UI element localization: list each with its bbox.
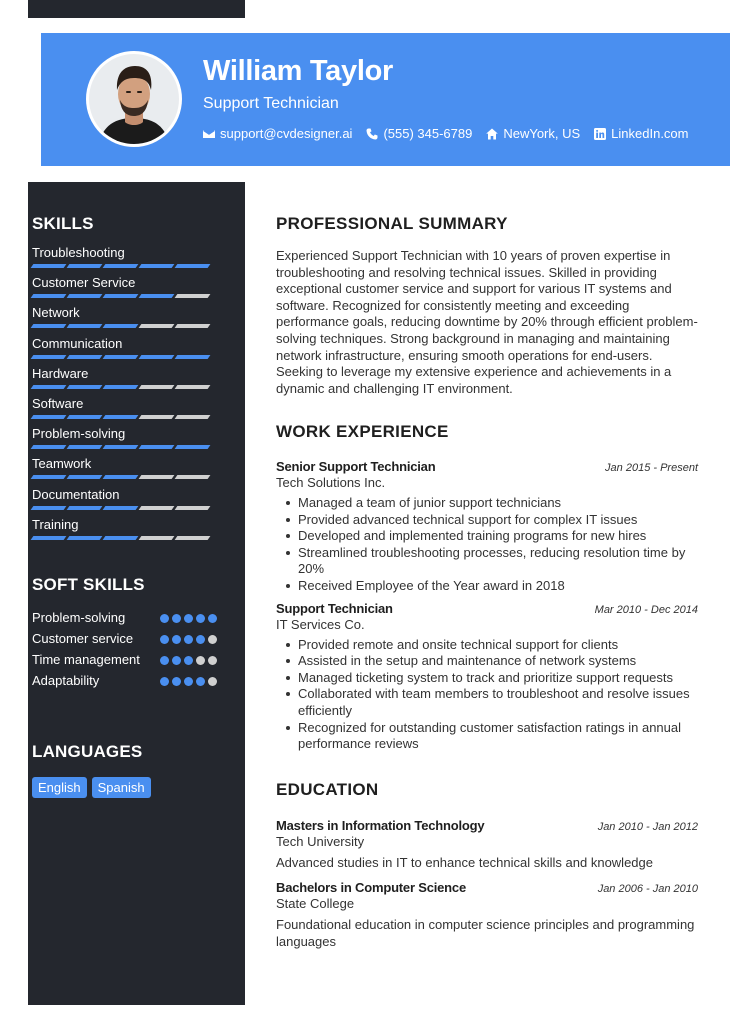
skill-name: Documentation (32, 486, 120, 502)
soft-skill-item (32, 609, 217, 627)
education-school: State College (276, 896, 355, 911)
rating-dot (184, 635, 193, 644)
skill-level-segment (67, 475, 103, 479)
job-date: Mar 2010 - Dec 2014 (594, 603, 698, 616)
job-bullet: Provided remote and onsite technical support for clients (276, 637, 698, 654)
skill-level-segment (139, 264, 175, 268)
profile-photo (86, 51, 182, 147)
skill-level-segment (139, 506, 175, 510)
skill-item (32, 275, 217, 305)
job-title: Senior Support Technician (276, 459, 436, 474)
skills-list (32, 245, 217, 547)
skill-level-segment (175, 475, 211, 479)
skill-level-segment (175, 536, 211, 540)
email-text: support@cvdesigner.ai (220, 126, 353, 141)
soft-skill-item (32, 630, 217, 648)
phone-icon (366, 128, 378, 140)
skill-level-segment (67, 264, 103, 268)
skill-item (32, 396, 217, 426)
education-list (276, 818, 698, 950)
soft-skills-list (32, 609, 217, 690)
job-bullet: Managed ticketing system to track and prioritize support requests (276, 670, 698, 687)
soft-skill-item (32, 672, 217, 690)
job-bullet: Developed and implemented training programs for new hires (276, 528, 698, 545)
soft-skill-rating (160, 614, 217, 623)
rating-dot (196, 614, 205, 623)
job-header (276, 459, 698, 474)
skill-level-segment (67, 385, 103, 389)
skill-level-bar (32, 506, 217, 510)
skill-level-segment (139, 536, 175, 540)
candidate-role: Support Technician (203, 95, 339, 112)
skill-level-segment (103, 264, 139, 268)
skill-level-segment (175, 294, 211, 298)
skill-level-segment (139, 385, 175, 389)
education-section (276, 780, 698, 950)
languages-section (32, 742, 217, 798)
job-entry (276, 601, 698, 753)
avatar-portrait-icon (89, 54, 179, 144)
skill-level-segment (139, 445, 175, 449)
job-bullets (276, 637, 698, 753)
rating-dot (160, 677, 169, 686)
skill-item (32, 456, 217, 486)
skill-level-bar (32, 294, 217, 298)
resume-header (41, 33, 730, 166)
soft-skill-item (32, 651, 217, 669)
skill-level-segment (139, 355, 175, 359)
skill-level-segment (103, 445, 139, 449)
skills-heading: SKILLS (32, 214, 94, 233)
linkedin-text: LinkedIn.com (611, 126, 689, 141)
skill-level-segment (103, 415, 139, 419)
skill-item (32, 245, 217, 275)
skill-level-bar (32, 445, 217, 449)
skill-level-segment (175, 385, 211, 389)
work-experience-section (276, 422, 698, 753)
skill-name: Training (32, 516, 79, 532)
rating-dot (160, 614, 169, 623)
rating-dot (184, 656, 193, 665)
skill-level-segment (31, 506, 67, 510)
skill-level-segment (67, 324, 103, 328)
contact-email[interactable] (203, 126, 352, 141)
skill-level-segment (67, 294, 103, 298)
education-degree: Bachelors in Computer Science (276, 880, 466, 895)
contact-linkedin[interactable] (594, 126, 688, 141)
skill-level-segment (31, 415, 67, 419)
language-tag: English (32, 777, 87, 798)
skill-level-segment (175, 506, 211, 510)
rating-dot (160, 656, 169, 665)
job-date: Jan 2015 - Present (605, 462, 698, 474)
education-school: Tech University (276, 834, 365, 849)
skill-level-segment (31, 294, 67, 298)
rating-dot (172, 677, 181, 686)
skill-level-segment (67, 415, 103, 419)
soft-skill-name: Customer service (32, 631, 134, 646)
education-header (276, 880, 698, 895)
summary-text: Experienced Support Technician with 10 years of proven expertise in troubleshooting and resolving technical issues. Skilled in providing exceptional customer service and support for various IT systems and software. Recognized for consistently meeting and exceeding performance goals, reducing downtime by 20% through efficient problem-solving techniques. Strong background in managing and maintaining network infrastructure, ensuring smooth operations for end-users. Seeking to leverage my extensive experience and achievements in a dynamic and challenging IT environment. (276, 248, 698, 396)
skill-item (32, 426, 217, 456)
soft-skill-rating (160, 677, 217, 686)
home-icon (486, 128, 498, 140)
skill-level-bar (32, 475, 217, 479)
soft-skill-name: Adaptability (32, 673, 100, 688)
languages-heading: LANGUAGES (32, 742, 143, 761)
skill-level-segment (103, 536, 139, 540)
rating-dot (172, 635, 181, 644)
skill-level-segment (139, 294, 175, 298)
skill-level-bar (32, 536, 217, 540)
job-bullet: Provided advanced technical support for complex IT issues (276, 512, 698, 529)
education-header (276, 818, 698, 833)
skill-item (32, 487, 217, 517)
linkedin-icon (594, 128, 606, 140)
job-bullet: Managed a team of junior support technicians (276, 495, 698, 512)
job-bullets (276, 495, 698, 595)
skill-level-bar (32, 264, 217, 268)
skill-name: Teamwork (32, 456, 92, 472)
skill-level-segment (67, 506, 103, 510)
job-entry (276, 459, 698, 595)
soft-skills-heading: SOFT SKILLS (32, 575, 145, 594)
skill-name: Software (32, 395, 84, 411)
rating-dot (208, 656, 217, 665)
skill-level-segment (31, 536, 67, 540)
skill-level-segment (175, 324, 211, 328)
education-date: Jan 2010 - Jan 2012 (597, 821, 698, 833)
skills-section (32, 214, 217, 547)
job-bullet: Assisted in the setup and maintenance of network systems (276, 653, 698, 670)
job-bullet: Received Employee of the Year award in 2018 (276, 578, 698, 595)
job-bullet: Streamlined troubleshooting processes, reducing resolution time by 20% (276, 545, 698, 578)
contact-row (203, 126, 689, 141)
job-bullet: Recognized for outstanding customer satisfaction ratings in annual performance reviews (276, 720, 698, 753)
education-date: Jan 2006 - Jan 2010 (597, 883, 698, 895)
contact-phone[interactable] (366, 126, 472, 141)
job-bullet: Collaborated with team members to troubleshoot and resolve issues efficiently (276, 686, 698, 719)
skill-level-segment (31, 445, 67, 449)
job-company: Tech Solutions Inc. (276, 475, 386, 490)
skill-item (32, 305, 217, 335)
summary-heading: PROFESSIONAL SUMMARY (276, 214, 508, 233)
rating-dot (196, 677, 205, 686)
skill-level-bar (32, 385, 217, 389)
rating-dot (184, 677, 193, 686)
skill-level-segment (67, 355, 103, 359)
job-title: Support Technician (276, 600, 393, 616)
skill-level-segment (175, 264, 211, 268)
jobs-list (276, 459, 698, 753)
skill-level-segment (103, 385, 139, 389)
rating-dot (172, 614, 181, 623)
skill-item (32, 366, 217, 396)
job-header (276, 601, 698, 616)
skill-name: Network (32, 305, 80, 321)
skill-level-segment (175, 415, 211, 419)
skill-level-segment (31, 385, 67, 389)
work-heading: WORK EXPERIENCE (276, 422, 449, 441)
location-text: NewYork, US (503, 126, 581, 141)
rating-dot (160, 635, 169, 644)
skill-item (32, 517, 217, 547)
education-entry (276, 880, 698, 950)
soft-skill-name: Problem-solving (32, 610, 126, 625)
education-description: Foundational education in computer science principles and programming languages (276, 917, 695, 949)
skill-name: Troubleshooting (32, 245, 125, 260)
rating-dot (196, 656, 205, 665)
skill-name: Customer Service (32, 275, 136, 291)
skill-level-segment (103, 294, 139, 298)
contact-location (486, 126, 580, 141)
skill-level-segment (103, 324, 139, 328)
skill-level-segment (103, 506, 139, 510)
rating-dot (184, 614, 193, 623)
skill-level-bar (32, 415, 217, 419)
rating-dot (196, 635, 205, 644)
skill-item (32, 336, 217, 366)
soft-skills-section (32, 575, 217, 693)
skill-name: Problem-solving (32, 426, 126, 442)
job-company: IT Services Co. (276, 616, 365, 632)
skill-level-segment (103, 475, 139, 479)
education-entry (276, 818, 698, 871)
skill-name: Communication (32, 335, 123, 351)
rating-dot (208, 677, 217, 686)
skill-level-bar (32, 355, 217, 359)
skill-name: Hardware (32, 365, 89, 381)
skill-level-segment (31, 264, 67, 268)
skill-level-segment (175, 445, 211, 449)
languages-list (32, 777, 217, 798)
education-description: Advanced studies in IT to enhance technical skills and knowledge (276, 855, 653, 870)
soft-skill-rating (160, 656, 217, 665)
envelope-icon (203, 128, 215, 140)
skill-level-segment (31, 475, 67, 479)
skill-level-segment (139, 415, 175, 419)
skill-level-segment (31, 324, 67, 328)
rating-dot (208, 614, 217, 623)
soft-skill-name: Time management (32, 652, 140, 667)
skill-level-segment (175, 355, 211, 359)
rating-dot (172, 656, 181, 665)
soft-skill-rating (160, 635, 217, 644)
skill-level-segment (67, 445, 103, 449)
education-degree: Masters in Information Technology (276, 818, 485, 833)
phone-text: (555) 345-6789 (383, 126, 473, 141)
skill-level-segment (67, 536, 103, 540)
candidate-name: William Taylor (203, 55, 393, 87)
skill-level-segment (31, 355, 67, 359)
summary-section (276, 214, 698, 397)
language-tag: Spanish (92, 777, 151, 798)
skill-level-bar (32, 324, 217, 328)
skill-level-segment (103, 355, 139, 359)
skill-level-segment (139, 324, 175, 328)
rating-dot (208, 635, 217, 644)
skill-level-segment (139, 475, 175, 479)
education-heading: EDUCATION (276, 780, 379, 799)
